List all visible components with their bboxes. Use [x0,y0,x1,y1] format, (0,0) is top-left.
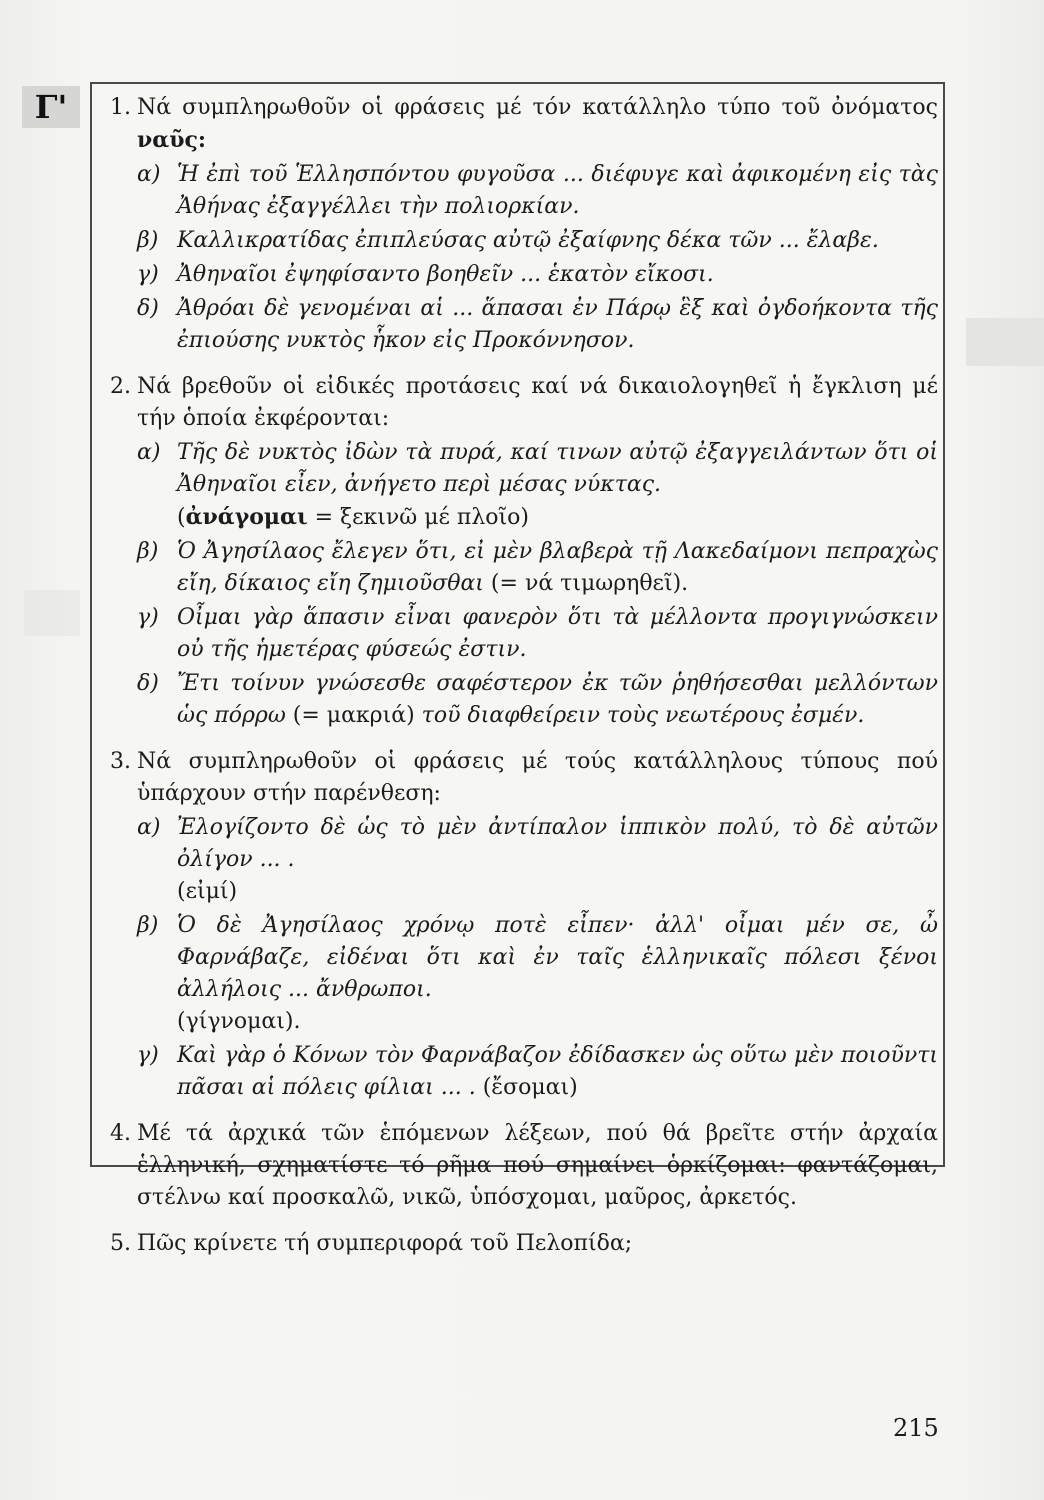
list-item: γ) Οἶμαι γὰρ ἅπασιν εἶναι φανερὸν ὅτι τὰ μέλλοντα προγιγνώσκειν οὐ τῆς ἡμετέρας φύσεώς ἐστιν. [137,605,938,662]
question-stem: Νά βρεθοῦν οἱ εἰδικές προτάσεις καί νά δικαιολογηθεῖ ἡ ἔγκλιση μέ τήν ὁποία ἐκφέρονται: [137,374,938,431]
list-item: β) Ὁ δὲ Ἀγησίλαος χρόνῳ ποτὲ εἶπεν· ἀλλ' οἶμαι μέν σε, ὦ Φαρνάβαζε, εἰδέναι ὅτι καὶ ἐν ταῖς ἑλληνικαῖς πόλεσι ξένοι ἀλλήλοις ... ἄνθρωποι. (γίγνομαι). [137,913,938,1034]
bleed-through-left [24,590,80,636]
question-stem: Νά συμπληρωθοῦν οἱ φράσεις μέ τούς κατάλληλους τύπους πού ὑπάρχουν στήν παρένθεση: [137,749,938,806]
list-item: α) Ἡ ἐπὶ τοῦ Ἑλλησπόντου φυγοῦσα ... διέφυγε καὶ ἀφικομένη εἰς τὰς Ἀθήνας ἐξαγγέλλει τὴν πολιορκίαν. [137,162,938,219]
exercise-content [110,92,938,1260]
list-item: γ) Καὶ γὰρ ὁ Κόνων τὸν Φαρνάβαζον ἐδίδασκεν ὡς οὕτω μὲν ποιοῦντι πᾶσαι αἱ πόλεις φίλιαι ... . (ἔσομαι) [137,1043,938,1100]
question-5 [110,1228,938,1260]
list-item: β) Ὁ Ἀγησίλαος ἔλεγεν ὅτι, εἰ μὲν βλαβερὰ τῇ Λακεδαίμονι πεπραχὼς εἴη, δίκαιος εἴη ζημιοῦσθαι (= νά τιμωρηθεῖ). [137,539,938,596]
section-marker: Γ' [22,86,80,128]
list-item: δ) Ἔτι τοίνυν γνώσεσθε σαφέστερον ἐκ τῶν ῥηθήσεσθαι μελλόντων ὡς πόρρω (= μακριά) τοῦ διαφθείρειν τοὺς νεωτέρους ἐσμέν. [137,671,938,728]
list-item: γ) Ἀθηναῖοι ἐψηφίσαντο βοηθεῖν ... ἑκατὸν εἴκοσι. [137,262,714,287]
list-item: β) Καλλικρατίδας ἐπιπλεύσας αὐτῷ ἐξαίφνης δέκα τῶν ... ἔλαβε. [137,228,879,253]
page-number: 215 [893,1414,939,1442]
question-stem: Πῶς κρίνετε τή συμπεριφορά τοῦ Πελοπίδα; [137,1231,633,1256]
question-4 [110,1118,938,1214]
question-3 [110,746,938,1104]
question-stem: Νά συμπληρωθοῦν οἱ φράσεις μέ τόν κατάλληλο τύπο τοῦ ὀνόματος ναῦς: [137,95,938,153]
keyword: ναῦς: [137,127,206,153]
question-number: 1. [110,95,131,120]
list-item: δ) Ἀθρόαι δὲ γενομέναι αἱ ... ἅπασαι ἐν Πάρῳ ἓξ καὶ ὀγδοήκοντα τῆς ἐπιούσης νυκτὸς ἧκον εἰς Προκόννησον. [137,296,938,353]
question-1 [110,92,938,357]
list-item: α) Ἐλογίζοντο δὲ ὡς τὸ μὲν ἀντίπαλον ἱππικὸν πολύ, τὸ δὲ αὐτῶν ὀλίγον ... . (εἰμί) [137,815,938,904]
bleed-through-right [966,318,1044,366]
list-item: α) Τῆς δὲ νυκτὸς ἰδὼν τὰ πυρά, καί τινων αὐτῷ ἐξαγγειλάντων ὅτι οἱ Ἀθηναῖοι εἶεν, ἀνήγετο περὶ μέσας νύκτας. [137,440,938,497]
question-number: 5. [110,1231,131,1256]
question-number: 3. [110,749,131,774]
question-number: 2. [110,374,131,399]
question-2 [110,371,938,732]
gloss-note: (ἀνάγομαι = ξεκινῶ μέ πλοῖο) [177,504,530,530]
question-stem: Μέ τά ἀρχικά τῶν ἑπόμενων λέξεων, πού θά βρεῖτε στήν ἀρχαία ἑλληνική, σχηματίστε τό ρῆμα πού σημαίνει ὁρκίζομαι: φαντάζομαι, στέλνω καί προσκαλῶ, νικῶ, ὑπόσχομαι, μαῦρος, ἀρκετός. [137,1121,938,1210]
question-number: 4. [110,1121,131,1146]
